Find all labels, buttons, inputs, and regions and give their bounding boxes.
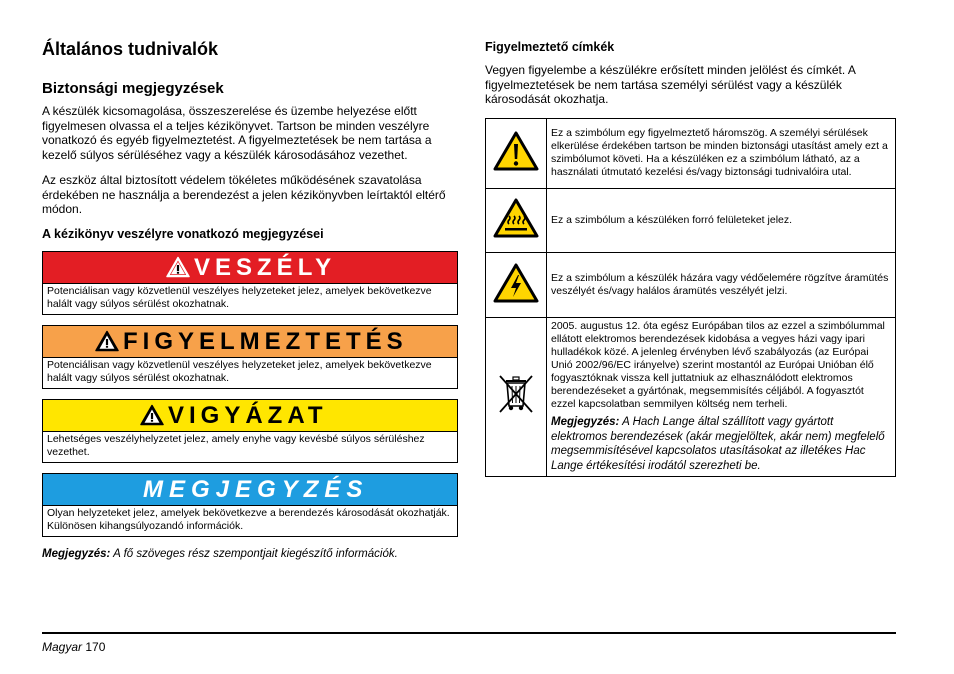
note-label: Megjegyzés: [42, 547, 111, 560]
symbol-cell [486, 318, 547, 477]
symbol-cell [486, 189, 547, 253]
danger-signal-word: VESZÉLY [194, 253, 337, 281]
weee-crossed-bin-icon [494, 372, 538, 418]
notice-header [43, 474, 457, 506]
caution-signal-word: VIGYÁZAT [168, 401, 328, 429]
symbol-description: Ez a szimbólum a készülék házára vagy védőelemére rögzítve áramütés veszélyét és/vagy halálos áramütés veszélyét jelzi. [547, 253, 896, 318]
warning-triangle-icon [140, 404, 164, 426]
labels-heading: Figyelmeztető címkék [485, 40, 615, 54]
page-footer [42, 640, 105, 655]
note-text: A fő szöveges rész szempontjait kiegészítő információk. [110, 547, 398, 560]
table-row [486, 318, 896, 477]
symbol-description: 2005. augustus 12. óta egész Európában tilos az ezzel a szimbólummal ellátott elektromos berendezések kidobása a vegyes házi vagy ipari hulladékok közé. A jelenleg érvényben lévő szabályozás (az Európai Unió 2002/96/EC irányelve) szerint mostantól az Európai Unióban élő fogyasztóknak vissza kell juttatniuk az elhasználódott elektromos berendezéseket a gyártónak, megsemmisítés céljából. A fogyasztót ezzel kapcsolatban semmilyen költség nem terheli. Megjegyzés: A Hach Lange által szállított vagy gyártott elektromos berendezések (akár megjelöltek, akár nem) megfelelő megsemmisítésével kapcsolatos utasításokat az illetékes Hac Lange értékesítési irodától szerezheti be. [547, 318, 896, 477]
safety-heading: Biztonsági megjegyzések [42, 80, 224, 97]
warning-header [43, 326, 457, 358]
danger-text: Potenciálisan vagy közvetlenül veszélyes helyzeteket jelez, amelyek bekövetkezve halált vagy súlyos sérülést okozhatnak. [47, 284, 432, 311]
caution-text: Lehetséges veszélyhelyzetet jelez, amely enyhe vagy kevésbé súlyos sérüléshez vezethet. [47, 432, 425, 459]
notice-text: Olyan helyzeteket jelez, amelyek bekövetkezve a berendezés károsodását okozhatják. Különösen kihangsúlyozandó információk. [47, 506, 450, 533]
notice-box [42, 473, 458, 537]
symbol-table [485, 118, 896, 477]
danger-box [42, 251, 458, 315]
hot-surface-icon [493, 198, 539, 238]
symbol-description: Ez a szimbólum a készüléken forró felületeket jelez. [547, 189, 896, 253]
safety-paragraph-2: Az eszköz által biztosított védelem tökéletes működésének szavatolása érdekében ne használja a berendezést a jelen kézikönyvben leírtaktól eltérő módon. [42, 172, 446, 217]
caution-box [42, 399, 458, 463]
section-title: Általános tudnivalók [42, 39, 219, 59]
weee-note: Megjegyzés: A Hach Lange által szállított vagy gyártott elektromos berendezések (akár megjelöltek, akár nem) megfelelő megsemmisítésével kapcsolatos utasításokat az illetékes Hac Lange értékesítési irodától szerezheti be. [551, 416, 885, 472]
warning-signal-word: FIGYELMEZTETÉS [123, 327, 408, 355]
table-row [486, 253, 896, 318]
footer-rule [42, 632, 896, 634]
symbol-cell [486, 253, 547, 318]
warning-text: Potenciálisan vagy közvetlenül veszélyes helyzeteket jelez, amelyek bekövetkezve halált vagy súlyos sérülést okozhatnak. [47, 358, 432, 385]
left-column [42, 38, 458, 561]
warning-triangle-icon [166, 256, 190, 278]
hazard-heading: A kézikönyv veszélyre vonatkozó megjegyzései [42, 226, 324, 241]
labels-intro: Vegyen figyelembe a készülékre erősített minden jelölést és címkét. A figyelmeztetések be nem tartása személyi sérülést vagy a készülék károsodását okozhatja. [485, 63, 856, 107]
note-line [42, 547, 458, 561]
warning-triangle-icon [95, 330, 119, 352]
table-row [486, 189, 896, 253]
footer-language: Magyar [42, 640, 83, 654]
right-column [485, 40, 896, 477]
warning-box [42, 325, 458, 389]
symbol-description: Ez a szimbólum egy figyelmeztető háromszög. A személyi sérülések elkerülése érdekében tartson be minden biztonsági utasítást amely ezt a szimbólumot követi. Ha a készüléken ez a szimbólum látható, az a használati útmutató kezelési és/vagy biztonsági tudnivalóira utal. [547, 119, 896, 189]
notice-signal-word: MEGJEGYZÉS [143, 475, 369, 503]
electrical-hazard-icon [493, 263, 539, 303]
symbol-cell [486, 119, 547, 189]
table-row [486, 119, 896, 189]
safety-paragraph-1: A készülék kicsomagolása, összeszerelése és üzembe helyezése előtt figyelmesen olvassa el a teljes kézikönyvet. Tartson be minden veszélyre vonatkozó és egyéb figyelmeztetést. A figyelmeztetések be nem tartása a kezelő súlyos sérüléséhez vagy a készülék károsodásához vezethet. [42, 104, 432, 163]
caution-header [43, 400, 457, 432]
danger-header [43, 252, 457, 284]
page-number: 170 [85, 640, 106, 654]
general-warning-icon [493, 131, 539, 171]
